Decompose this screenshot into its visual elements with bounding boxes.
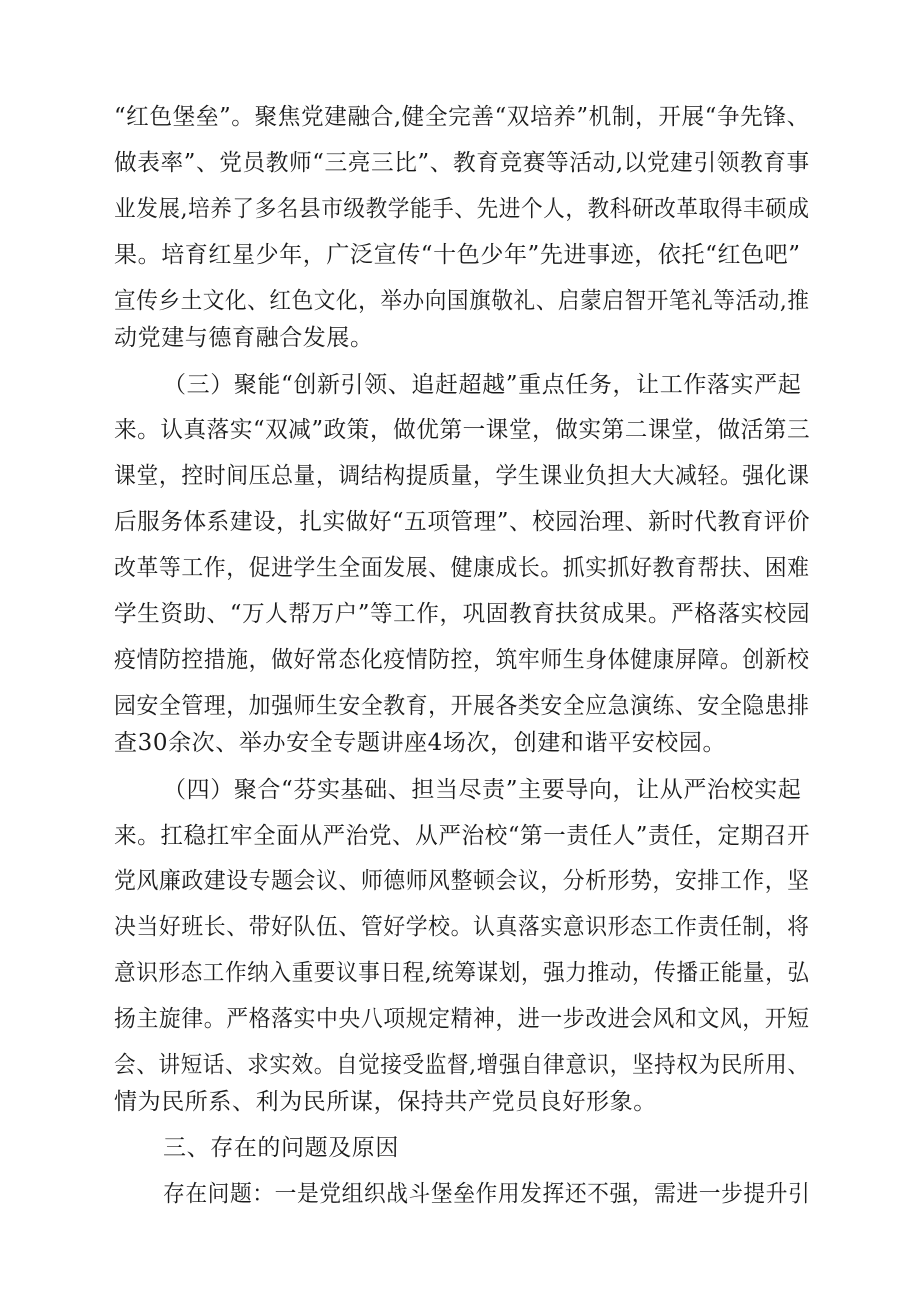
body-line: 业发展,培养了多名县市级教学能手、先进个人，教科研改革取得丰硕成 <box>114 196 810 222</box>
body-line: 决当好班长、带好队伍、管好学校。认真落实意识形态工作责任制，将 <box>114 914 810 940</box>
body-line: 情为民所系、利为民所谋，保持共产党员良好形象。 <box>114 1089 657 1115</box>
body-line: 来。扛稳扛牢全面从严治党、从严治校“第一责任人”责任，定期召开 <box>114 823 811 849</box>
body-line: 来。认真落实“双减”政策，做优第一课堂，做实第二课堂，做活第三 <box>114 417 811 443</box>
body-line: 宣传乡土文化、红色文化，举办向国旗敬礼、启蒙启智开笔礼等活动,推 <box>114 288 810 314</box>
body-line: 课堂，控时间压总量，调结构提质量，学生课业负担大大减轻。强化课 <box>114 463 810 489</box>
paragraph-heading-4: （四）聚合“芬实基础、担当尽责”主要导向，让从严治校实起 <box>163 777 802 803</box>
body-line: 意识形态工作纳入重要议事日程,统筹谋划，强力推动，传播正能量，弘 <box>114 960 810 986</box>
body-line: “红色堡垒”。聚焦党建融合,健全完善“双培养”机制，开展“争先锋、 <box>114 104 810 130</box>
body-line: 果。培育红星少年，广泛宣传“十色少年”先进事迹，依托“红色吧” <box>114 242 801 268</box>
body-line: 动党建与德育融合发展。 <box>114 325 374 351</box>
body-line: 会、讲短话、求实效。自觉接受监督,增强自律意识，坚持权为民所用、 <box>114 1052 810 1078</box>
body-line: 改革等工作，促进学生全面发展、健康成长。抓实抓好教育帮扶、困难 <box>114 555 810 581</box>
body-line: 存在问题：一是党组织战斗堡垒作用发挥还不强，需进一步提升引 <box>163 1181 811 1207</box>
body-line: 党风廉政建设专题会议、师德师风整顿会议，分析形势，安排工作，坚 <box>114 868 810 894</box>
body-line: 疫情防控措施，做好常态化疫情防控，筑牢师生身体健康屏障。创新校 <box>114 647 810 673</box>
section-heading: 三、存在的问题及原因 <box>163 1135 399 1161</box>
paragraph-heading-3: （三）聚能“创新引领、追赶超越”重点任务，让工作落实严起 <box>163 372 802 398</box>
body-line: 扬主旋律。严格落实中央八项规定精神，进一步改进会风和文风，开短 <box>114 1006 810 1032</box>
body-line: 园安全管理，加强师生安全教育，开展各类安全应急演练、安全隐患排 <box>114 693 810 719</box>
body-line: 做表率”、党员教师“三亮三比”、教育竞赛等活动,以党建引领教育事 <box>114 150 810 176</box>
body-line: 学生资助、“万人帮万户”等工作，巩固教育扶贫成果。严格落实校园 <box>114 601 811 627</box>
body-line: 查30余次、举办安全专题讲座4场次，创建和谐平安校园。 <box>114 730 727 756</box>
body-line: 后服务体系建设，扎实做好“五项管理”、校园治理、新时代教育评价 <box>114 509 811 535</box>
